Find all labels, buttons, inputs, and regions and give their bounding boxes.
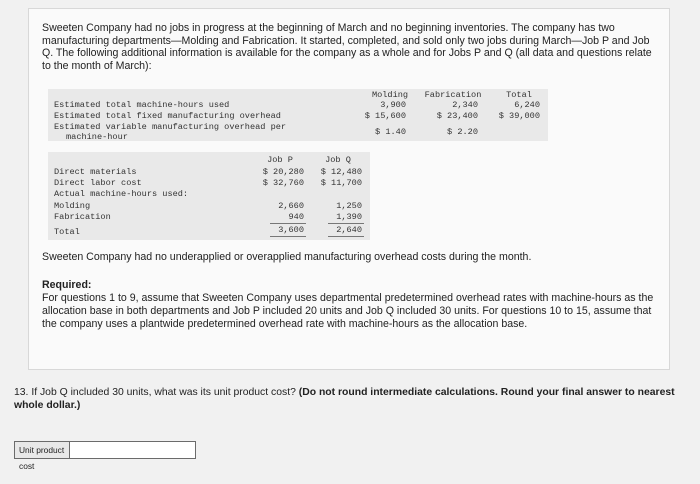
cell: 2,640 <box>336 225 362 235</box>
row-label: Total <box>54 227 80 237</box>
cell: $ 1.40 <box>375 127 406 137</box>
answer-row <box>14 441 196 471</box>
cell: 6,240 <box>514 100 540 110</box>
col-header-molding: Molding <box>371 90 409 100</box>
row-label: Estimated total machine-hours used <box>54 100 230 110</box>
question-instruction: (Do not round intermediate calculations. Round your final answer to nearest whole dollar.) <box>14 387 675 411</box>
question-13 <box>14 387 690 412</box>
answer-label: Unit product cost <box>15 442 70 458</box>
total-rule <box>270 236 306 237</box>
overhead-note: Sweeten Company had no underapplied or overapplied manufacturing overhead costs during the month. <box>42 251 532 263</box>
cell: 940 <box>288 212 304 222</box>
jobs-table <box>48 152 370 240</box>
row-label: Fabrication <box>54 212 111 222</box>
row-label: Molding <box>54 201 91 211</box>
col-header-job-q: Job Q <box>325 155 351 165</box>
row-label: Estimated total fixed manufacturing overhead <box>54 111 281 121</box>
required-text: For questions 1 to 9, assume that Sweeten Company uses departmental predetermined overhead rates with machine-hours as the allocation base in both departments and Job P included 20 units and Job Q included 30 units. For questions 10 to 15, assume that the company uses a plantwide predetermined overhead rate with machine-hours as the allocation base. <box>42 292 654 330</box>
col-header-job-p: Job P <box>267 155 293 165</box>
cell: $ 32,760 <box>262 178 304 188</box>
cell: 1,250 <box>336 201 362 211</box>
unit-product-cost-input[interactable] <box>70 442 195 458</box>
cell: $ 39,000 <box>498 111 540 121</box>
estimates-table <box>48 89 548 141</box>
cell: $ 11,700 <box>320 178 362 188</box>
total-rule <box>328 223 364 224</box>
cell: $ 12,480 <box>320 167 362 177</box>
total-rule <box>270 223 306 224</box>
cell: $ 20,280 <box>262 167 304 177</box>
cell: 3,600 <box>278 225 304 235</box>
question-text: 13. If Job Q included 30 units, what was its unit product cost? <box>14 387 299 398</box>
cell: 1,390 <box>336 212 362 222</box>
row-label: Actual machine-hours used: <box>54 189 189 199</box>
total-rule <box>328 236 364 237</box>
row-label: Estimated variable manufacturing overhead per <box>54 122 287 132</box>
col-header-fabrication: Fabrication <box>424 90 482 100</box>
required-heading: Required: <box>42 279 92 291</box>
cell: 3,900 <box>380 100 406 110</box>
intro-paragraph: Sweeten Company had no jobs in progress at the beginning of March and no beginning inventories. The company has two manufacturing departments—Molding and Fabrication. It started, completed, and sold only two jobs during March—Job P and Job Q. The following additional information is available for the company as a whole and for Jobs P and Q (all data and questions relate to the month of March): <box>42 22 652 72</box>
cell: $ 15,600 <box>364 111 406 121</box>
row-label-cont: machine-hour <box>66 132 128 142</box>
row-label: Direct labor cost <box>54 178 142 188</box>
cell: 2,340 <box>452 100 478 110</box>
cell: 2,660 <box>278 201 304 211</box>
cell: $ 2.20 <box>447 127 478 137</box>
col-header-total: Total <box>506 90 532 100</box>
cell: $ 23,400 <box>436 111 478 121</box>
row-label: Direct materials <box>54 167 137 177</box>
